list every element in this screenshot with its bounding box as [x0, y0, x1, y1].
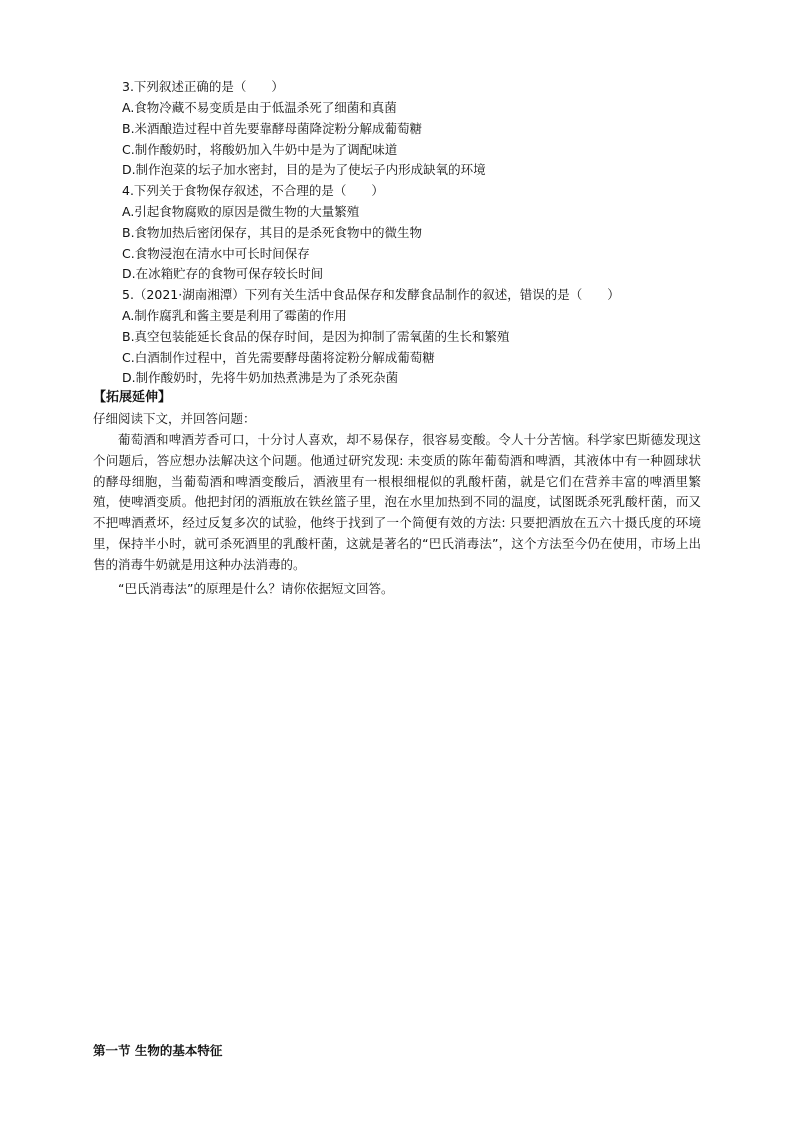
question-4-stem: 4.下列关于食物保存叙述，不合理的是（ ）	[122, 183, 384, 198]
reading-passage: 葡萄酒和啤酒芳香可口，十分讨人喜欢，却不易保存，很容易变酸。令人十分苦恼。科学家巴斯德发现这个问题后，答应想办法解决这个问题。他通过研究发现: 未变质的陈年葡萄酒和啤酒，其液体中有一种圆球状的酵母细胞，当葡萄酒和啤酒变酸后，酒液里有一根根细棍似的乳酸杆菌，就是它们在营养丰富的啤酒里繁殖，使啤酒变质。他把封闭的酒瓶放在铁丝篮子里，泡在水里加热到不同的温度，试图既杀死乳酸杆菌，而又不把啤酒煮坏，经过反复多次的试验，他终于找到了一个简便有效的方法: 只要把酒放在五六十摄氏度的环境里，保持半小时，就可杀死酒里的乳酸杆菌，这就是著名的“巴氏消毒法”，这个方法至今仍在使用，市场上出售的消毒牛奶就是用这种办法消毒的。	[93, 432, 701, 572]
question-3-option-b: B.米酒酿造过程中首先要靠酵母菌降淀粉分解成葡萄糖	[122, 121, 423, 136]
question-3-option-c: C.制作酸奶时，将酸奶加入牛奶中是为了调配味道	[122, 142, 398, 157]
footer-section-title: 第一节 生物的基本特征	[93, 1043, 223, 1058]
extension-heading: 【拓展延伸】	[93, 390, 172, 405]
question-5-option-a: A.制作腐乳和酱主要是利用了霉菌的作用	[122, 308, 347, 323]
question-5-option-d: D.制作酸奶时，先将牛奶加热煮沸是为了杀死杂菌	[122, 370, 399, 385]
question-5-option-b: B.真空包装能延长食品的保存时间，是因为抑制了需氧菌的生长和繁殖	[122, 329, 510, 344]
question-4-option-b: B.食物加热后密闭保存，其目的是杀死食物中的微生物	[122, 225, 423, 240]
question-4-option-d: D.在冰箱贮存的食物可保存较长时间	[122, 266, 324, 281]
extension-question: “巴氏消毒法”的原理是什么？请你依据短文回答。	[118, 581, 394, 596]
question-4-option-c: C.食物浸泡在清水中可长时间保存	[122, 246, 310, 261]
question-5-option-c: C.白酒制作过程中，首先需要酵母菌将淀粉分解成葡萄糖	[122, 350, 435, 365]
question-3-stem: 3.下列叙述正确的是（ ）	[122, 79, 284, 94]
question-5-stem: 5.（2021·湖南湘潭）下列有关生活中食品保存和发酵食品制作的叙述，错误的是（ ）	[122, 287, 620, 302]
question-4-option-a: A.引起食物腐败的原因是微生物的大量繁殖	[122, 204, 360, 219]
extension-intro: 仔细阅读下文，并回答问题：	[93, 411, 256, 426]
question-3-option-d: D.制作泡菜的坛子加水密封，目的是为了使坛子内形成缺氧的环境	[122, 162, 486, 177]
question-3-option-a: A.食物冷藏不易变质是由于低温杀死了细菌和真菌	[122, 100, 397, 115]
